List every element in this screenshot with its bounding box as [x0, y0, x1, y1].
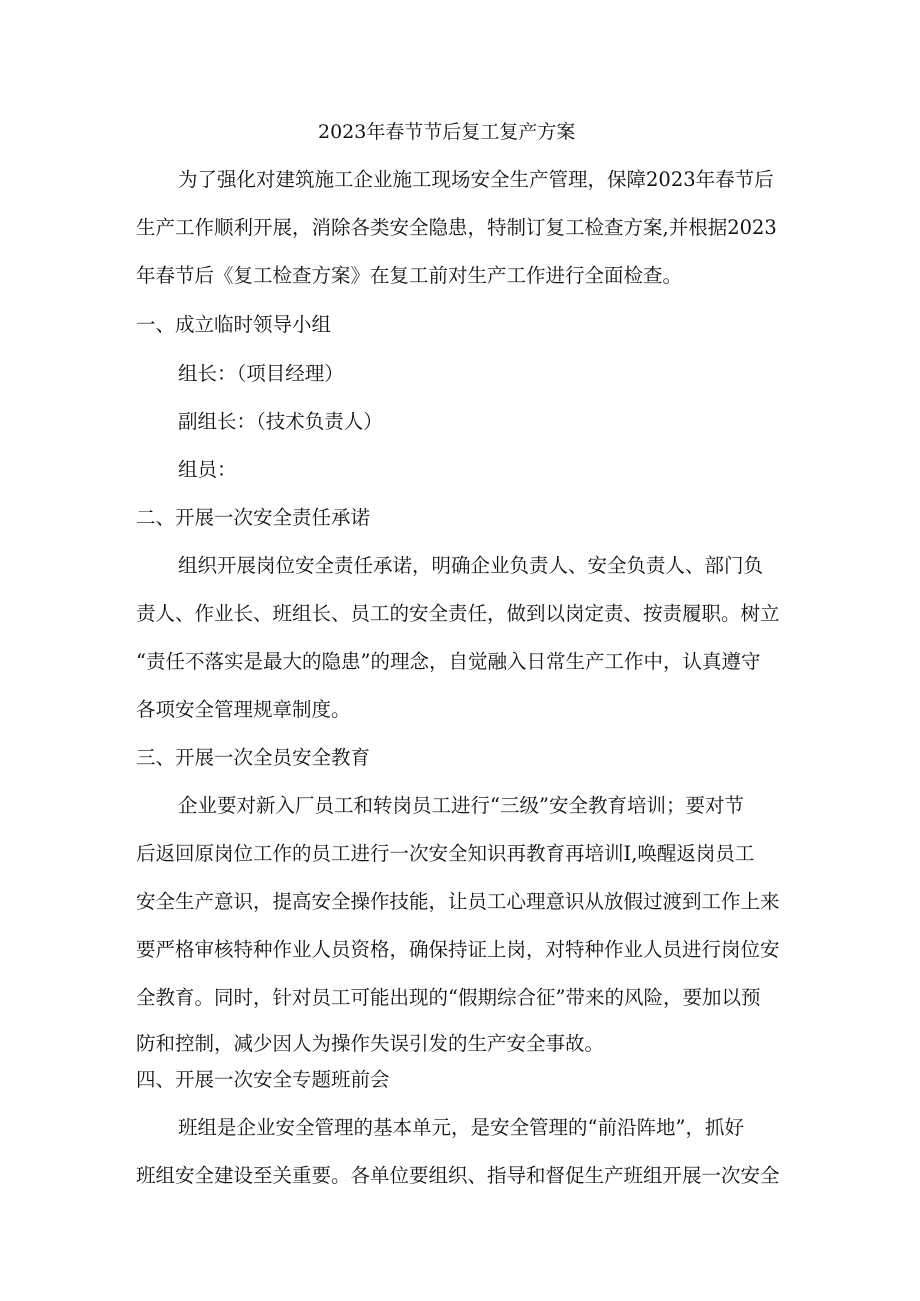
section-2-line-2: 责人、作业长、班组长、员工的安全责任，做到以岗定责、按责履职。树立 — [136, 602, 780, 625]
section-3-line-6: 防和控制，减少因人为操作失误引发的生产安全事故。 — [136, 1032, 605, 1055]
members-line: 组员： — [178, 458, 237, 481]
section-2-heading: 二、开展一次安全责任承诺 — [136, 506, 371, 529]
section-4-heading: 四、开展一次安全专题班前会 — [136, 1068, 390, 1091]
intro-line-1: 为了强化对建筑施工企业施工现场安全生产管理，保障2023年春节后 — [178, 168, 774, 191]
section-3-line-2: 后返回原岗位工作的员工进行一次安全知识再教育再培训I,唤醒返岗员工 — [136, 842, 755, 865]
section-2-line-4: 各项安全管理规章制度。 — [136, 698, 351, 721]
document-title: 2023年春节节后复工复产方案 — [318, 121, 576, 143]
section-3-line-5: 全教育。同时，针对员工可能出现的“假期综合征”带来的风险，要加以预 — [136, 986, 761, 1009]
intro-line-3: 年春节后《复工检查方案》在复工前对生产工作进行全面检查。 — [136, 264, 683, 287]
section-4-line-1: 班组是企业安全管理的基本单元，是安全管理的“前沿阵地”，抓好 — [178, 1116, 744, 1139]
leader-line: 组长：（项目经理） — [178, 362, 344, 385]
section-3-line-3: 安全生产意识，提高安全操作技能，让员工心理意识从放假过渡到工作上来 — [136, 890, 780, 913]
intro-line-2: 生产工作顺利开展，消除各类安全隐患，特制订复工检查方案,并根据2023 — [136, 216, 777, 239]
section-3-heading: 三、开展一次全员安全教育 — [136, 746, 371, 769]
section-3-line-1: 企业要对新入厂员工和转岗员工进行“三级”安全教育培训；要对节 — [178, 794, 744, 817]
section-2-line-1: 组织开展岗位安全责任承诺，明确企业负责人、安全负责人、部门负 — [178, 554, 764, 577]
section-1-heading: 一、成立临时领导小组 — [136, 313, 332, 336]
section-2-line-3: “责任不落实是最大的隐患”的理念，自觉融入日常生产工作中，认真遵守 — [136, 650, 761, 673]
section-3-line-4: 要严格审核特种作业人员资格，确保持证上岗，对特种作业人员进行岗位安 — [136, 938, 780, 961]
section-4-line-2: 班组安全建设至关重要。各单位要组织、指导和督促生产班组开展一次安全 — [136, 1164, 780, 1187]
deputy-leader-line: 副组长：（技术负责人） — [178, 410, 383, 433]
